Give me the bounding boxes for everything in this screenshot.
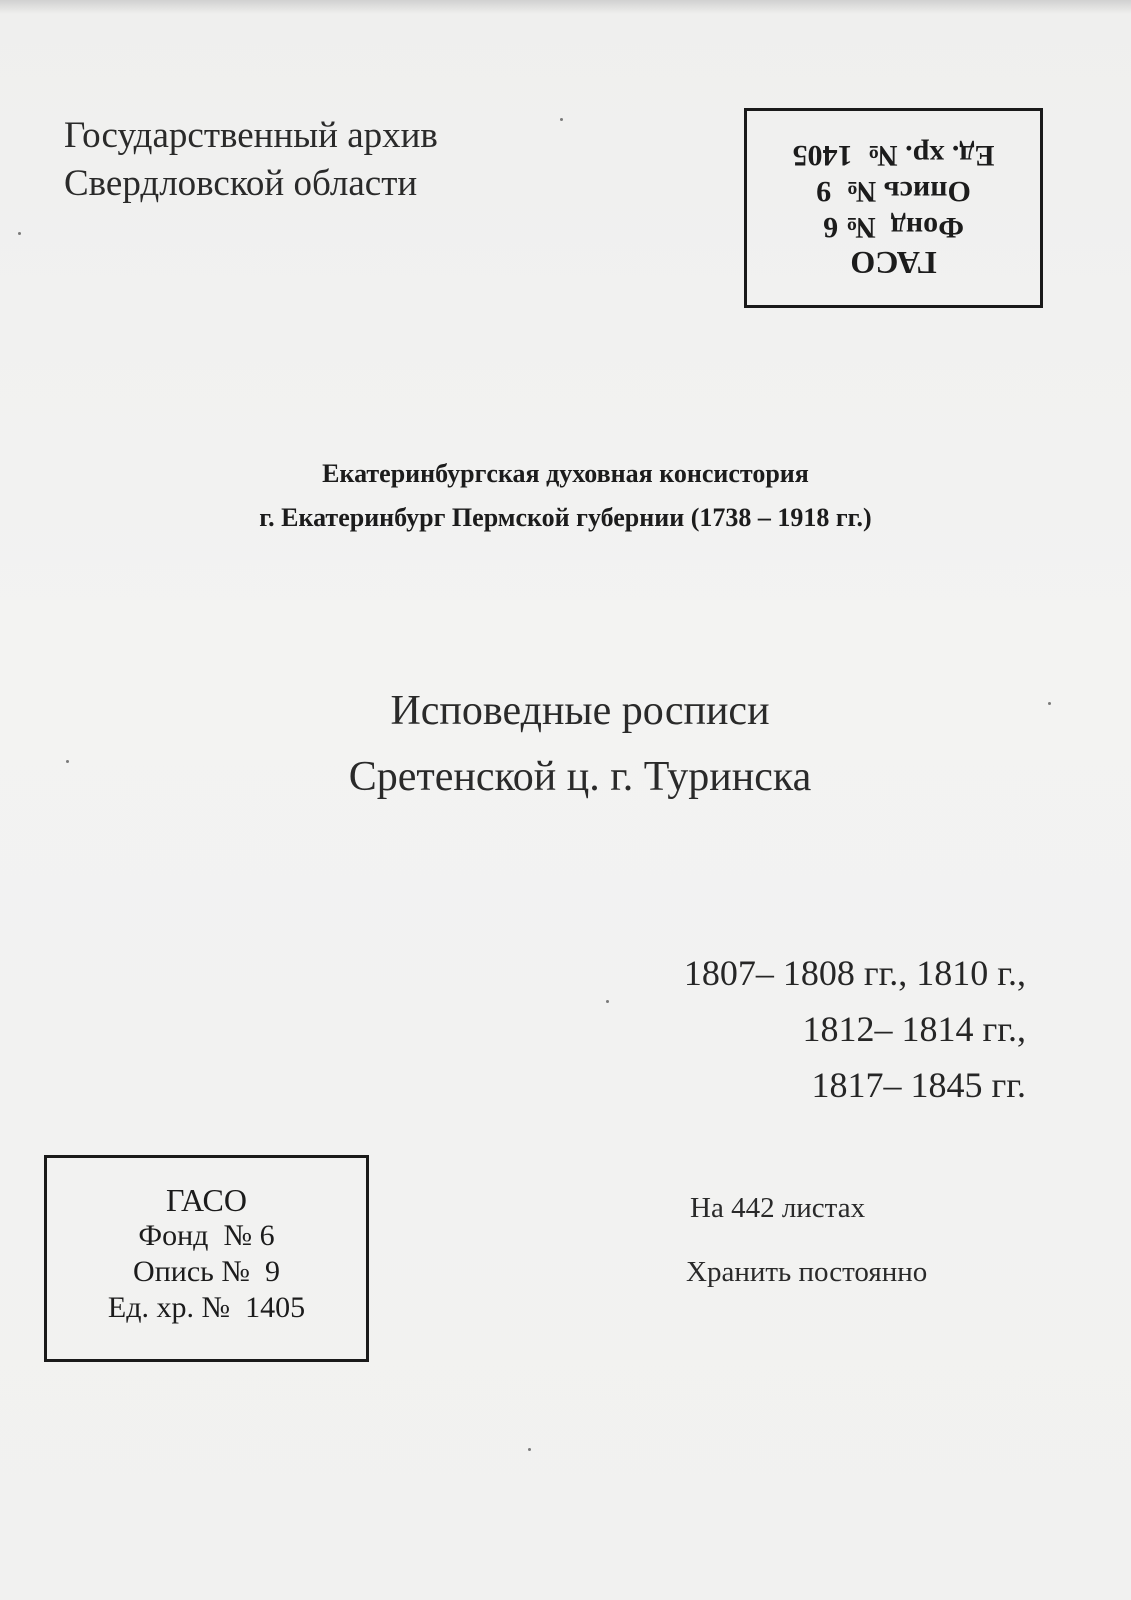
paper-speck: [606, 1000, 609, 1003]
consistory-heading: [0, 452, 1131, 540]
dates-line3: 1817– 1845 гг.: [811, 1065, 1026, 1105]
scan-edge-shadow: [0, 0, 1131, 14]
stamp-label: ГАСО: [850, 245, 937, 281]
paper-speck: [66, 760, 69, 763]
stamp-item: Ед. хр. № 1405: [792, 139, 995, 172]
consistory-line1: Екатеринбургская духовная консистория: [322, 459, 809, 488]
archive-name-line1: Государственный архив: [64, 115, 438, 156]
document-title: [0, 678, 1131, 810]
paper-speck: [18, 232, 21, 235]
archive-name-line2: Свердловской области: [64, 163, 418, 204]
paper-speck: [528, 1448, 531, 1451]
stamp-item: Ед. хр. № 1405: [107, 1291, 306, 1324]
title-line2: Сретенской ц. г. Туринска: [348, 754, 812, 800]
stamp-label: ГАСО: [166, 1182, 247, 1218]
stamp-fond: Фонд № 6: [823, 211, 964, 244]
consistory-line2: г. Екатеринбург Пермской губернии (1738 – 1918 гг.): [259, 503, 872, 532]
paper-speck: [1048, 702, 1051, 705]
dates-line1: 1807– 1808 гг., 1810 г.,: [683, 953, 1026, 993]
sheet-count: На 442 листах: [690, 1192, 866, 1224]
archive-header: [64, 112, 438, 208]
storage-info: [686, 1190, 928, 1290]
stamp-opis: Опись № 9: [133, 1255, 280, 1288]
date-ranges: [684, 945, 1026, 1113]
title-line1: Исповедные росписи: [390, 688, 770, 734]
stamp-fond: Фонд № 6: [138, 1219, 275, 1252]
paper-speck: [560, 118, 563, 121]
retention-note: Хранить постоянно: [686, 1256, 928, 1288]
dates-line2: 1812– 1814 гг.,: [802, 1009, 1026, 1049]
archive-stamp: [44, 1155, 369, 1362]
stamp-opis: Опись № 9: [816, 175, 971, 208]
archive-stamp-inverted: [744, 108, 1043, 308]
